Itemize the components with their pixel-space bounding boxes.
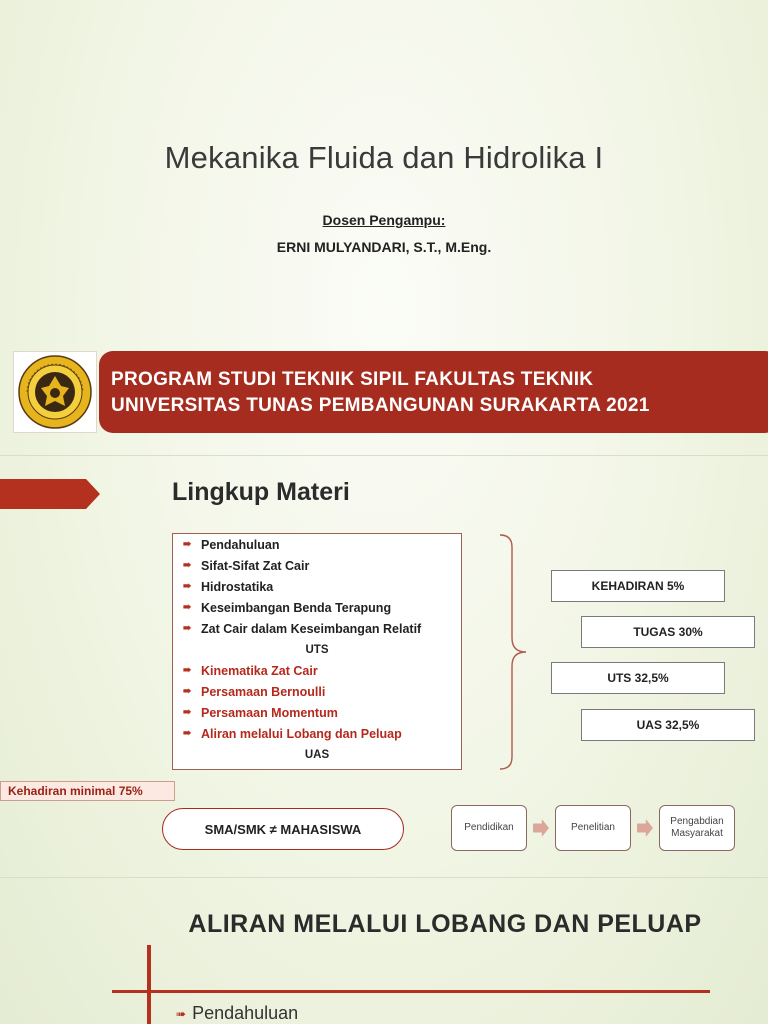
- topic-item: [183, 555, 461, 576]
- topic-item: [183, 723, 461, 744]
- grade-box-assignment: TUGAS 30%: [581, 616, 755, 648]
- topic-text: Sifat-Sifat Zat Cair: [201, 558, 310, 573]
- arrow-bullet-icon: ➠: [183, 539, 192, 550]
- flow-arrow-icon: [533, 819, 549, 837]
- flow-box-research: Penelitian: [555, 805, 631, 851]
- topic-item: [183, 618, 461, 639]
- accent-horizontal-line: [112, 990, 710, 993]
- topics-list: [172, 533, 462, 770]
- flow-arrow-icon: [637, 819, 653, 837]
- slide-divider: [0, 877, 768, 878]
- arrow-bullet-icon: ➠: [176, 1006, 187, 1021]
- topic-text: Keseimbangan Benda Terapung: [201, 600, 392, 615]
- slide3-title: ALIRAN MELALUI LOBANG DAN PELUAP: [188, 910, 702, 938]
- flow-box-community-service: Pengabdian Masyarakat: [659, 805, 735, 851]
- slide-divider: [0, 455, 768, 456]
- right-brace-icon: [498, 533, 528, 771]
- topic-item: [183, 681, 461, 702]
- topic-text: UAS: [304, 748, 330, 761]
- slide-title: Mekanika Fluida dan Hidrolika I: [164, 140, 604, 175]
- topic-item: [183, 597, 461, 618]
- section-title: Lingkup Materi: [172, 478, 350, 506]
- topic-text: Hidrostatika: [201, 579, 274, 594]
- topic-item: [183, 660, 461, 681]
- topic-text: Kinematika Zat Cair: [201, 663, 318, 678]
- slide3-item-text: Pendahuluan: [192, 1003, 299, 1023]
- topic-text: Zat Cair dalam Keseimbangan Relatif: [201, 621, 422, 636]
- exam-marker: [183, 744, 461, 765]
- arrow-bullet-icon: ➠: [183, 728, 192, 739]
- university-logo: [13, 351, 97, 433]
- program-banner: [99, 351, 768, 433]
- grade-box-attendance: KEHADIRAN 5%: [551, 570, 725, 602]
- topic-text: Aliran melalui Lobang dan Peluap: [201, 726, 402, 741]
- banner-line-1: PROGRAM STUDI TEKNIK SIPIL FAKULTAS TEKNIK: [111, 369, 594, 390]
- flow-box-education: Pendidikan: [451, 805, 527, 851]
- university-seal-icon: [17, 354, 93, 430]
- topic-text: Persamaan Bernoulli: [201, 684, 326, 699]
- exam-marker: [183, 639, 461, 660]
- topic-text: Persamaan Momentum: [201, 705, 338, 720]
- arrow-bullet-icon: ➠: [183, 602, 192, 613]
- arrow-bullet-icon: ➠: [183, 707, 192, 718]
- lecturer-label: Dosen Pengampu:: [322, 212, 446, 228]
- grade-box-midterm: UTS 32,5%: [551, 662, 725, 694]
- minimum-attendance-note: Kehadiran minimal 75%: [0, 781, 175, 801]
- arrow-bullet-icon: ➠: [183, 623, 192, 634]
- topic-text: Pendahuluan: [201, 537, 280, 552]
- slide3-list-item: [176, 1003, 298, 1024]
- section-arrow-tab: [0, 479, 100, 509]
- topic-item: [183, 702, 461, 723]
- grade-box-final: UAS 32,5%: [581, 709, 755, 741]
- lecturer-name: ERNI MULYANDARI, S.T., M.Eng.: [276, 239, 492, 255]
- banner-line-2: UNIVERSITAS TUNAS PEMBANGUNAN SURAKARTA 2021: [111, 395, 650, 416]
- arrow-bullet-icon: ➠: [183, 560, 192, 571]
- topic-item: [183, 534, 461, 555]
- arrow-bullet-icon: ➠: [183, 686, 192, 697]
- arrow-bullet-icon: ➠: [183, 665, 192, 676]
- topic-item: [183, 576, 461, 597]
- student-pill: SMA/SMK ≠ MAHASISWA: [162, 808, 404, 850]
- topic-text: UTS: [305, 643, 329, 656]
- arrow-bullet-icon: ➠: [183, 581, 192, 592]
- accent-vertical-line: [147, 945, 151, 1024]
